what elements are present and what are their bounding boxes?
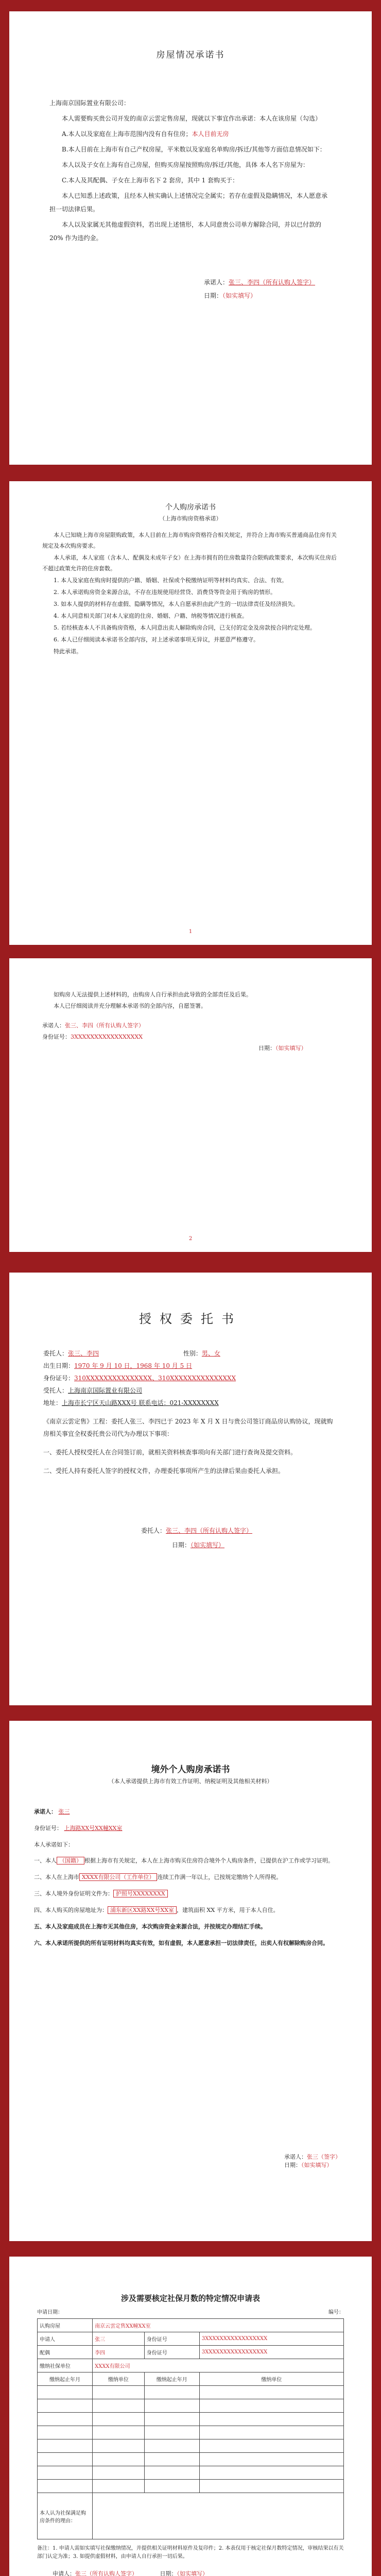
clause-1: 一、本人 （国籍） 根据上海市有关规定，本人在上海市购买住房符合境外个人购房条件，已提供在沪工作或学习证明。 xyxy=(34,1857,334,1864)
paragraph: 本人需要购买贵公司开发的南京云雲定售房屋，现就以下事宜作出承诺：本人在该房屋（勾选） xyxy=(62,115,322,122)
birth-row: 出生日期：1970 年 9 月 10 日，1968 年 10 月 5 日 xyxy=(43,1362,193,1369)
page-title: 房屋情况承诺书 xyxy=(156,50,225,60)
table-cell[interactable] xyxy=(93,2413,145,2426)
page-number: 1 xyxy=(188,929,193,935)
option-c: C.本人及其配偶、子女在上海市名下 2 套房，其中 1 套购买于： xyxy=(62,177,239,184)
page-title: 境外个人购房承诺书 xyxy=(151,1765,230,1775)
signature-block: 委托人：张三、李四（所有认购人签字） 日期：（如实填写） xyxy=(141,1527,253,1549)
table-cell[interactable] xyxy=(38,2439,93,2453)
table-row xyxy=(38,2480,344,2493)
form-notes: 备注：1. 申请人需如实填写社保缴纳情况，并提供相关证明材料原件及复印件；2. 本表仅用于核定社保月数特定情况，审核结果以有关部门认定为准；3. 如提供虚假材料，由申请人自行承担一切后果。 xyxy=(37,2546,344,2560)
signature-block: 承诺人：张三、李四（所有认购人签字） 日期：（如实填写） xyxy=(204,279,316,299)
paragraph: 5. 若经核查本人不具备购房资格，本人同意出卖人解除购房合同，已支付的定金及房款按合同约定处理。 xyxy=(54,624,316,631)
clause-3: 三、本人境外身份证明文件为： 护照号XXXXXXXX xyxy=(34,1888,347,1900)
paragraph: 本人已知悉上述政策，且经本人核实确认上述情况完全属实；若存在虚假及隐瞒情况，本人愿意承担一切法律后果。 xyxy=(49,192,328,213)
paragraph: 本人已仔细阅读并充分理解本承诺书的全部内容，自愿签署。 xyxy=(54,1003,206,1009)
table-row: 申请人 张三 身份证号 3XXXXXXXXXXXXXXXXX xyxy=(38,2332,344,2346)
table-row xyxy=(38,2426,344,2439)
paragraph: 1. 本人及家庭在购房时提供的户籍、婚姻、社保或个税缴纳证明等材料均真实、合法、有效。 xyxy=(54,577,287,584)
paragraph: 2. 本人承诺购房资金来源合法，不存在违规使用经营贷、消费贷等资金用于购房的情形。 xyxy=(54,589,276,596)
table-cell[interactable] xyxy=(144,2439,199,2453)
option-b-detail: 本人以及子女在上海有自己房屋，但购买房屋按照购房/拆迁/其他，具体 本人名下房屋为： xyxy=(62,161,309,168)
page-subtitle: （上海市购房资格承诺） xyxy=(159,515,222,522)
table-row xyxy=(38,2399,344,2413)
address-row: 地址：上海市长宁区天山路XXX号 联系电话：021-XXXXXXXX xyxy=(43,1399,219,1406)
table-cell[interactable] xyxy=(93,2480,145,2493)
paragraph: 6. 本人已仔细阅读本承诺书全部内容，对上述承诺事项无异议，并愿意严格遵守。 xyxy=(54,636,259,643)
table-cell[interactable] xyxy=(93,2439,145,2453)
page-commitment-continued xyxy=(9,958,372,1252)
table-cell[interactable] xyxy=(199,2399,343,2413)
table-cell[interactable] xyxy=(93,2386,145,2399)
signature-block: 承诺人：张三（签字） 日期：（如实填写） xyxy=(284,2154,341,2168)
table-cell[interactable] xyxy=(144,2466,199,2480)
table-cell[interactable] xyxy=(38,2386,93,2399)
paragraph: 特此承诺。 xyxy=(54,648,82,655)
table-cell[interactable] xyxy=(93,2426,145,2439)
name-row: 承诺人： 张三 xyxy=(34,1808,70,1815)
page-title: 涉及需要核定社保月数的特定情况申请表 xyxy=(120,2294,260,2303)
paragraph: 本人以及家属无其他虚假资料，若出现上述情形，本人同意贵公司单方解除合同，并以已付款的 20% 作为违约金。 xyxy=(49,221,322,242)
principal-row: 委托人：张三、李四 性别：男、女 xyxy=(43,1350,220,1357)
page-purchase-commitment xyxy=(9,481,372,945)
table-cell[interactable] xyxy=(199,2453,343,2466)
signature-block: 承诺人：张三、李四（所有认购人签字） 身份证号：3XXXXXXXXXXXXXXXXX 日期：（如实填写） xyxy=(42,1022,307,1052)
page-title: 授权委托书 xyxy=(139,1312,242,1326)
signature-block: 申请人：张三（所有认购人签字） 日期：（如实填写） xyxy=(53,2570,208,2576)
applicant-table xyxy=(37,2318,344,2539)
table-cell[interactable] xyxy=(38,2413,93,2426)
table-cell[interactable] xyxy=(199,2480,343,2493)
table-cell[interactable] xyxy=(144,2386,199,2399)
addressee: 上海南京国际置业有限公司： xyxy=(49,99,130,107)
table-row xyxy=(38,2386,344,2399)
agent-row: 受托人：上海南京国际置业有限公司 xyxy=(43,1387,143,1394)
option-a: A.本人以及家庭在上海市范围内没有自有住房；本人目前无房 xyxy=(62,130,229,138)
table-cell[interactable] xyxy=(199,2439,343,2453)
table-row xyxy=(38,2453,344,2466)
table-cell[interactable] xyxy=(38,2480,93,2493)
paragraph: 3. 如本人提供的材料存在虚假、隐瞒等情况，本人自愿承担由此产生的一切法律责任及经济损失。 xyxy=(54,601,299,607)
table-cell[interactable] xyxy=(144,2426,199,2439)
table-cell[interactable] xyxy=(93,2466,145,2480)
page-housing-commitment xyxy=(9,11,372,465)
paragraph: 《南京云雲定售》工程：委托人张三、李四已于 2023 年 X 月 X 日与贵公司签订商品房认购协议，现就购房相关事宜全权委托贵公司代为办理以下事项： xyxy=(43,1418,333,1437)
paragraph: 本人已知晓上海市房屋限购政策，本人目前在上海市购房资格符合相关规定，并符合上海市购买普通商品住房有关规定及本次购房要求。 xyxy=(42,532,337,549)
form-meta: 申请日期： 编号： xyxy=(37,2310,344,2315)
table-cell[interactable] xyxy=(144,2453,199,2466)
page-power-of-attorney xyxy=(9,1273,372,1705)
paragraph: 4. 本人同意相关部门对本人家庭的住房、婚姻、户籍、纳税等情况进行核查。 xyxy=(54,613,248,619)
intro: 本人承诺如下： xyxy=(34,1841,74,1848)
page-social-security-form xyxy=(9,2257,372,2576)
table-cell[interactable] xyxy=(93,2453,145,2466)
option-b: B.本人目前在上海市有自己产权房屋，平米数以及家庭名单购房/拆迁/其他等方面信息情况如下： xyxy=(62,146,326,153)
page-number: 2 xyxy=(188,1236,193,1242)
id-row: 身份证号： 上海路XX号XX幢XX室 xyxy=(34,1825,123,1832)
table-cell[interactable] xyxy=(199,2426,343,2439)
table-cell[interactable] xyxy=(144,2480,199,2493)
table-row xyxy=(38,2439,344,2453)
table-cell[interactable] xyxy=(38,2466,93,2480)
paragraph: 二、受托人持有委托人签字的授权文件，办理委托事项所产生的法律后果由委托人承担。 xyxy=(43,1467,285,1475)
clause-5: 五、本人及家庭成员在上海市无其他住房，本次购房资金来源合法，并按规定办理结汇手续。 xyxy=(34,1923,266,1930)
table-row: 认购房屋 南京云雲定售XX幢XX室 xyxy=(38,2319,344,2332)
clause-4: 四、本人购买的房屋地址为： 浦东新区XX路XX号XX室 ，建筑面积 XX 平方米，用于本人自住。 xyxy=(34,1907,279,1913)
page-overseas-commitment xyxy=(9,1721,372,2241)
paragraph: 本人承诺，本人家庭（含本人、配偶及未成年子女）在上海市拥有的住房数量符合限购政策要求，本次购买住房后不超过政策允许的住房套数。 xyxy=(42,554,337,572)
page-title: 个人购房承诺书 xyxy=(165,503,216,512)
table-row xyxy=(38,2466,344,2480)
table-cell[interactable] xyxy=(199,2413,343,2426)
id-row: 身份证号：310XXXXXXXXXXXXXXX、310XXXXXXXXXXXXXXX xyxy=(43,1375,236,1382)
table-cell[interactable] xyxy=(93,2399,145,2413)
table-cell[interactable] xyxy=(144,2413,199,2426)
table-row: 本人认为社保满足购房条件的理由： xyxy=(38,2493,344,2539)
table-header-row: 缴纳起止年月 缴纳单位 缴纳起止年月 缴纳单位 xyxy=(38,2372,344,2386)
table-cell[interactable] xyxy=(199,2386,343,2399)
table-row: 缴纳社保单位 XXXX有限公司 xyxy=(38,2359,344,2372)
table-row xyxy=(38,2413,344,2426)
table-row: 配偶 李四 身份证号 3XXXXXXXXXXXXXXXXX xyxy=(38,2346,344,2359)
clause-6: 六、本人承诺所提供的所有证明材料均真实有效，如有虚假，本人愿意承担一切法律责任，出卖人有权解除购房合同。 xyxy=(34,1940,328,1946)
table-cell[interactable] xyxy=(144,2399,199,2413)
paragraph: 一、委托人授权受托人在合同签订前，就相关资料核查事项向有关部门进行查询及提交资料。 xyxy=(43,1449,297,1456)
table-cell[interactable] xyxy=(38,2453,93,2466)
page-subtitle: （本人承诺提供上海市有效工作证明、纳税证明及其他相关材料） xyxy=(108,1778,273,1785)
clause-2: 二、本人在上海市 XXXX有限公司（工作单位） 连续工作满一年以上，已按规定缴纳个人所得税。 xyxy=(34,1874,282,1880)
table-cell[interactable] xyxy=(38,2399,93,2413)
table-cell[interactable] xyxy=(38,2426,93,2439)
paragraph: 如购房人无法提供上述材料的，由购房人自行承担由此导致的全部责任及后果。 xyxy=(54,991,252,998)
table-cell[interactable] xyxy=(199,2466,343,2480)
